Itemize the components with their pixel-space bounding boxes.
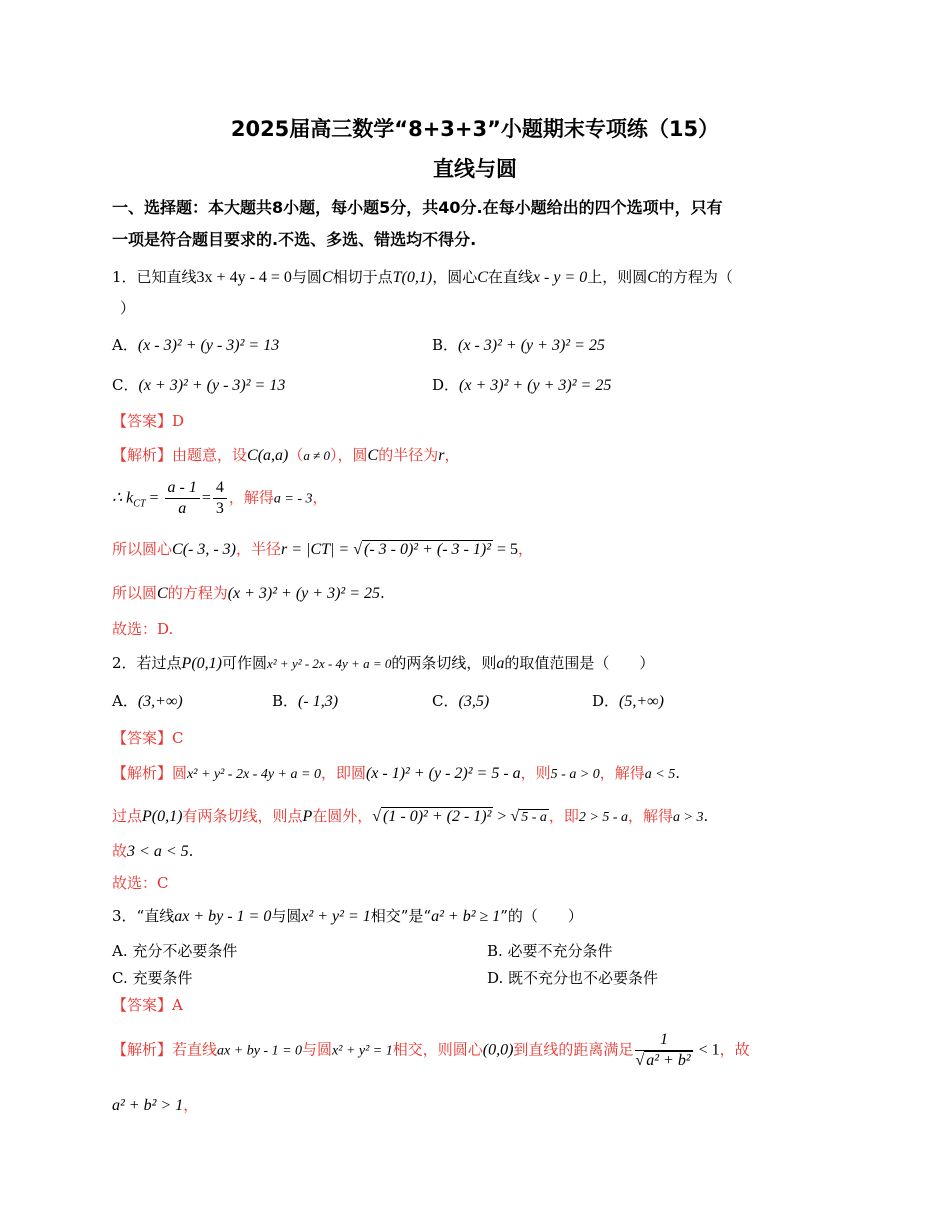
q2-option-c: C．(3,5) [432,692,490,710]
q1-explanation-4: 所以圆C的方程为(x + 3)² + (y + 3)² = 25. [112,584,385,602]
q1-choice: 故选：D. [112,620,174,638]
q1-explanation-1: 【解析】由题意，设C(a,a)（a ≠ 0），圆C的半径为r， [112,446,460,464]
q2-explanation-1: 【解析】圆x² + y² - 2x - 4y + a = 0，即圆(x - 1)² + (y - 2)² = 5 - a，则5 - a > 0，解得a < 5. [112,764,681,782]
section-heading: 一、选择题：本大题共8小题，每小题5分，共40分.在每小题给出的四个选项中，只有 [112,198,723,217]
q2-option-a: A．(3,+∞) [112,692,183,710]
q2-option-b: B．(- 1,3) [272,692,339,710]
section-heading-cont: 一项是符合题目要求的.不选、多选、错选均不得分. [112,230,477,249]
q2-explanation-2: 过点P(0,1)有两条切线，则点P在圆外，√ (1 - 0)² + (2 - 1)² > √ 5 - a ，即2 > 5 - a，解得a > 3. [112,807,709,825]
q3-option-c: C. 充要条件 [112,969,193,987]
q3-option-a: A. 充分不必要条件 [112,942,238,960]
q1-stem: 1．已知直线3x + 4y - 4 = 0与圆C相切于点T(0,1)，圆心C在直线x - y = 0上，则圆C的方程为（ [112,268,733,286]
q3-stem: 3．“直线ax + by - 1 = 0与圆x² + y² = 1相交”是“a² + b² ≥ 1”的（ ） [112,907,583,925]
q2-answer: 【答案】C [112,729,184,747]
q3-option-d: D. 既不充分也不必要条件 [487,969,659,987]
q1-answer: 【答案】D [112,412,185,430]
q1-option-b: B．(x - 3)² + (y + 3)² = 25 [432,336,605,354]
q3-answer: 【答案】A [112,996,183,1014]
q1-option-a: A．(x - 3)² + (y - 3)² = 13 [112,336,280,354]
q2-explanation-3: 故3 < a < 5. [112,842,194,860]
q1-option-c: C．(x + 3)² + (y - 3)² = 13 [112,376,286,394]
page-title: 2025届高三数学“8+3+3”小题期末专项练（15） [230,117,720,141]
q2-stem: 2．若过点P(0,1)可作圆x² + y² - 2x - 4y + a = 0的两条切线，则a的取值范围是（ ） [112,654,655,672]
q2-choice: 故选：C [112,874,169,892]
q1-line-eq: 3x + 4y - 4 = 0 [196,269,292,286]
q1-point: T(0,1) [392,269,433,286]
q1-stem-end: ） [120,299,136,317]
page-subtitle: 直线与圆 [433,157,517,181]
q3-explanation-2: a² + b² > 1， [112,1096,199,1114]
q3-option-b: B. 必要不充分条件 [487,942,613,960]
q3-explanation-1: 【解析】若直线ax + by - 1 = 0与圆x² + y² = 1相交，则圆心(0,0)到直线的距离满足 $\frac{1}{\text{√ a² + b²}}$ < 1，故 [112,1031,750,1069]
q1-option-d: D．(x + 3)² + (y + 3)² = 25 [432,376,612,394]
q1-explanation-3: 所以圆心C(- 3, - 3)，半径r = |CT| = √ (- 3 - 0)² + (- 3 - 1)² = 5， [112,540,534,558]
q1-explanation-2: ∴ $k_{CT}$ = $\frac{a - 1}{a}$ = $\frac{4}{3}$ ，解得a = - 3， [112,479,328,517]
q2-option-d: D．(5,+∞) [592,692,664,710]
